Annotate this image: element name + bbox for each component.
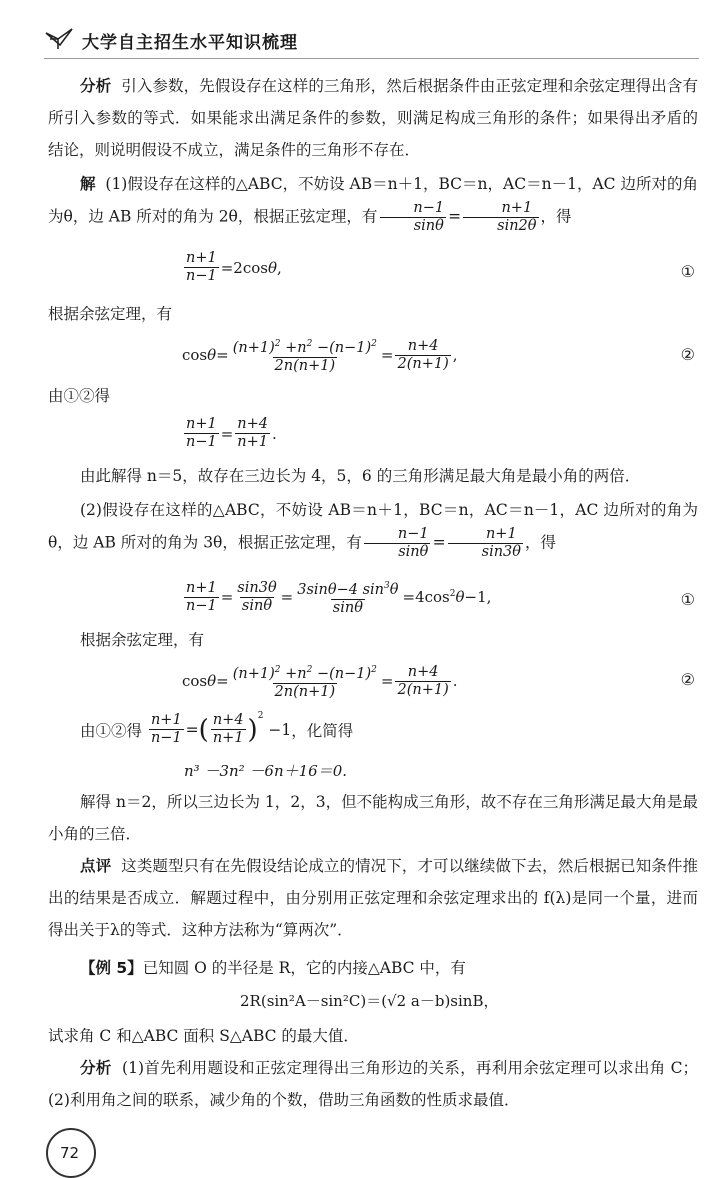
solution-part2-text: (2)假设存在这样的△ABC，不妨设 AB＝n＋1，BC＝n，AC＝n－1，AC 边所对的角为θ，边 AB 所对的角为 3θ，根据正弦定理，有 [48, 501, 698, 552]
example-5-formula: 2R(sin²A－sin²C)＝(√2 a－b)sinB， [240, 992, 499, 1010]
page-header [44, 24, 298, 56]
equation-6-line: 由①②得 $\frac{n+1}{n-1}$ = ( $\frac{n+4}{n+1}$ ) $^2$ −1 ，化简得 [80, 710, 354, 746]
solution-part1-text: (1)假设存在这样的△ABC，不妨设 AB＝n＋1，BC＝n，AC＝n－1，AC 边所对的角为θ，边 AB 所对的角为 2θ，根据正弦定理，有 [48, 175, 698, 226]
analysis-2-label: 分析 [80, 1059, 112, 1077]
example-5-label: 【例 5】 [80, 959, 143, 977]
analysis-2-paragraph [48, 1052, 698, 1116]
equation-3: $\frac{n+1}{n-1}$ = $\frac{n+4}{n+1}$ . [186, 416, 277, 450]
comment-paragraph [48, 850, 698, 946]
simplify-text: ，化简得 [291, 721, 354, 740]
analysis-2-text: (1)首先利用题设和正弦定理得出三角形边的关系，再利用余弦定理可以求出角 C；(2)利用角之间的联系，减少角的个数，借助三角函数的性质求最值． [48, 1059, 698, 1109]
example-5-question: 试求角 C 和△ABC 面积 S△ABC 的最大值． [48, 1027, 359, 1045]
equation-1: $\frac{n+1}{n-1}$ =2cos θ , [186, 250, 282, 284]
conclusion-1: 由此解得 n＝5，故存在三边长为 4，5，6 的三角形满足最大角是最小角的两倍． [80, 467, 641, 485]
conclusion-2: 解得 n＝2，所以三边长为 1，2，3，但不能构成三角形，故不存在三角形满足最大角是最小角的三倍． [48, 793, 698, 843]
solution-part2: (2)假设存在这样的△ABC，不妨设 AB＝n＋1，BC＝n，AC＝n－1，AC 边所对的角为θ，边 AB 所对的角为 3θ，根据正弦定理，有 $\frac{n-1}{\sin\theta}$ = $\frac{n+1}{\sin 3\theta}$ ，得 [48, 501, 698, 560]
analysis-text: 引入参数，先假设存在这样的三角形，然后根据条件由正弦定理和余弦定理得出含有所引入参数的等式．如果能求出满足条件的参数，则满足构成三角形的条件；如果得出矛盾的结论，则说明假设不成立，满足条件的三角形不存在． [48, 77, 698, 159]
comment-label: 点评 [80, 857, 112, 875]
header-title: 大学自主招生水平知识梳理 [82, 32, 298, 53]
comment-text: 这类题型只有在先假设结论成立的情况下，才可以继续做下去，然后根据已知条件推出的结果是否成立．解题过程中，由分别用正弦定理和余弦定理求出的 f(λ)是同一个量，进而得出关于λ的等式．这种方法称为“算两次”． [48, 857, 698, 939]
cosine-intro-2: 根据余弦定理，有 [80, 631, 205, 649]
solution-part1: 解 (1)假设存在这样的△ABC，不妨设 AB＝n＋1，BC＝n，AC＝n－1，AC 边所对的角为θ，边 AB 所对的角为 2θ，根据正弦定理，有 $\frac{n-1}{\sin\theta}$ = $\frac{n+1}{\sin 2\theta}$ ，得 [48, 175, 698, 234]
example-5-text: 已知圆 O 的半径是 R，它的内接△ABC 中，有 [142, 959, 466, 977]
analysis-label: 分析 [80, 77, 112, 95]
equation-tag-4: ① [680, 590, 695, 609]
equation-5: cos θ = $\frac{(n+1)^2 +n^2 -(n-1)^2}{2n(n+1)}$ = $\frac{n+4}{2(n+1)}$ . [182, 663, 458, 700]
combine-2: 由①②得 [80, 721, 143, 740]
equation-4: $\frac{n+1}{n-1}$ = $\frac{\sin 3\theta}{\sin\theta}$ = $\frac{3\sin\theta-4 \sin^3\theta}{\sin\theta}$ $=4\cos^2$ θ −1, [186, 579, 492, 616]
analysis-paragraph [48, 70, 698, 166]
equation-tag-2: ② [680, 345, 695, 364]
example-5-paragraph [48, 952, 698, 984]
solution-after2: ，得 [525, 533, 557, 552]
solution-label: 解 [80, 175, 96, 193]
page-number-badge [46, 1128, 96, 1178]
page-number: 72 [60, 1144, 80, 1162]
solution-after1: ，得 [540, 207, 572, 226]
cosine-intro-1: 根据余弦定理，有 [48, 305, 173, 323]
cubic-equation: n³ －3n² －6n＋16＝0. [184, 762, 348, 780]
equation-2: cos θ = $\frac{(n+1)^2 +n^2 -(n-1)^2}{2n(n+1)}$ = $\frac{n+4}{2(n+1)}$ , [182, 337, 458, 374]
combine-1: 由①②得 [48, 387, 111, 405]
header-rule [44, 58, 699, 59]
equation-tag-5: ② [680, 670, 695, 689]
book-logo-icon [44, 27, 74, 53]
equation-tag-1: ① [680, 262, 695, 281]
